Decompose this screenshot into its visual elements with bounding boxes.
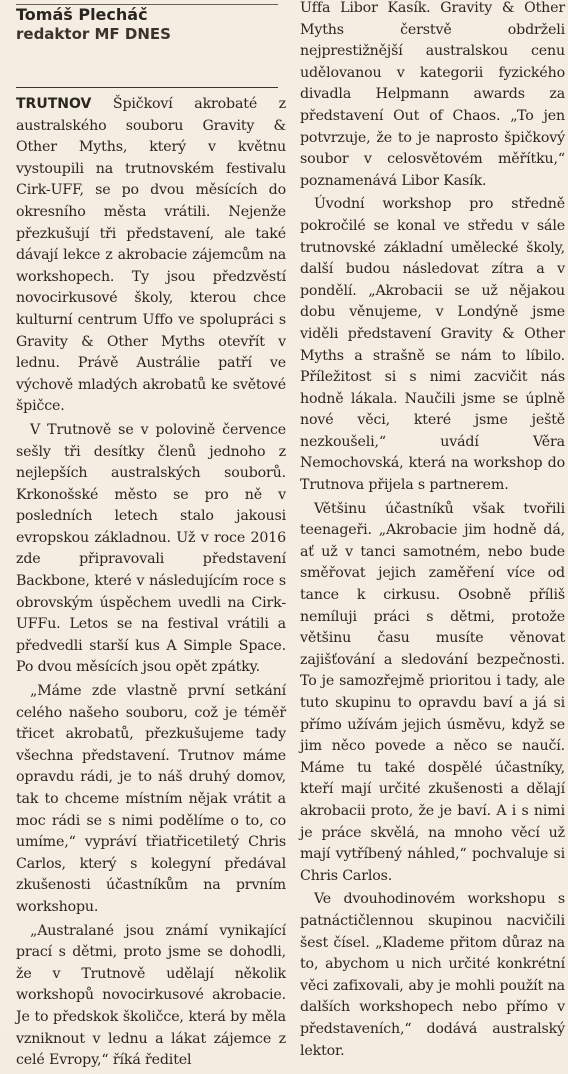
- byline: [16, 0, 278, 88]
- lead-text: Špičkoví akrobaté z australského souboru Gravity & Other Myths, který v květnu vystoupili na trutnovském festivalu Cirk-UFF, se po dvou měsících do okresního města vrátili. Nejenže přezkušují tři představení, ale také dávají lekce z akrobacie zájemcům na workshopech. Ty jsou předzvěstí novocirkusové školy, kterou chce kulturní centrum Uffo ve spolupráci s Gravity & Other Myths otevřít v lednu. Právě Austrálie patří ve výchově mladých akrobatů ke světové špičce.: [16, 96, 286, 415]
- lead-paragraph: [16, 94, 286, 418]
- author-role: redaktor MF DNES: [16, 25, 171, 43]
- paragraph-continuation: Uffa Libor Kasík. Gravity & Other Myths čerstvě obdrželi nejprestižnější australskou cenu udělovanou v kategorii fyzického divadla Helpmann awards za představení Out of Chaos. „To jen potvrzuje, že to je naprosto špičkový soubor v celosvětovém měřítku,“ poznamenává Libor Kasík.: [300, 0, 565, 189]
- paragraph: Ve dvouhodinovém workshopu s patnáctičlennou skupinou nacvičili šest čísel. „Klademe přitom důraz na to, abychom u nich určité konkrétní věci zafixovali, aby je mohli použít na dalších workshopech nebo přímo v představeních,“ dodává australský lektor.: [300, 891, 565, 1059]
- article-body-right: [300, 0, 565, 1062]
- paragraph: „Australané jsou známí vynikající prací s dětmi, proto jsme se dohodli, že v Trutnově udělají několik workshopů novocirkusové akrobacie. Je to předskok školičce, která by měla vzniknout v lednu a lákat zájemce z celé Evropy,“ říká ředitel: [16, 922, 286, 1069]
- dateline: TRUTNOV: [16, 96, 92, 112]
- left-column: [16, 0, 286, 1074]
- paragraph: Úvodní workshop pro středně pokročilé se konal ve středu v sále trutnovské základní umělecké školy, další budou následovat zítra a v pondělí. „Akrobacii se už nějakou dobu věnujeme, v Londýně jsme viděli představení Gravity & Other Myths a strašně se nám to líbilo. Příležitost si s nimi zacvičit nás hodně lákala. Naučili jsme se úplně nové věci, které jsme ještě nezkoušeli,“ uvádí Věra Nemochovská, která na workshop do Trutnova přijela s partnerem.: [300, 196, 565, 494]
- author-name: Tomáš Plecháč: [16, 5, 148, 24]
- paragraph: Většinu účastníků však tvořili teenageři. „Akrobacie jim hodně dá, ať už v tanci samotném, nebo bude směřovat jejich zaměření více od tance k cirkusu. Osobně příliš nemíluji práci s dětmi, protože většinu času musíte věnovat zajišťování a sledování bezpečnosti. To je samozřejmě prioritou i tady, ale tuto skupinu to opravdu baví a já si přímo užívám jejich úsměvu, když se jim něco povede a něco se naučí. Máme tu také dospělé účastníky, kteří mají určité zkušenosti a dělají akrobacii proto, že je baví. A i s nimi je práce skvělá, na mnoho věcí už mají vytříbený náhled,“ pochvaluje si Chris Carlos.: [300, 500, 565, 884]
- article-body-left: [16, 94, 286, 1072]
- right-column: [300, 0, 565, 1064]
- paragraph: „Máme zde vlastně první setkání celého našeho souboru, což je téměř třicet akrobatů, přezkušujeme tady všechna představení. Trutnov máme opravdu rádi, je to náš druhý domov, tak to chceme místním nějak vrátit a moc rádi se s nimi podělíme o to, co umíme,“ vypráví třiatřicetiletý Chris Carlos, který s kolegyní předával zkušenosti účastníkům na prvním workshopu.: [16, 683, 286, 915]
- paragraph: V Trutnově se v polovině července sešly tři desítky členů jednoho z nejlepších australských souborů. Krkonošské město se pro ně v posledních letech stalo jakousi evropskou základnou. Už v roce 2016 zde připravovali představení Backbone, které v následujícím roce s obrovským úspěchem uvedli na Cirk-UFFu. Letos se na festival vrátili a předvedli starší kus A Simple Space. Po dvou měsících jsou opět zpátky.: [16, 421, 286, 676]
